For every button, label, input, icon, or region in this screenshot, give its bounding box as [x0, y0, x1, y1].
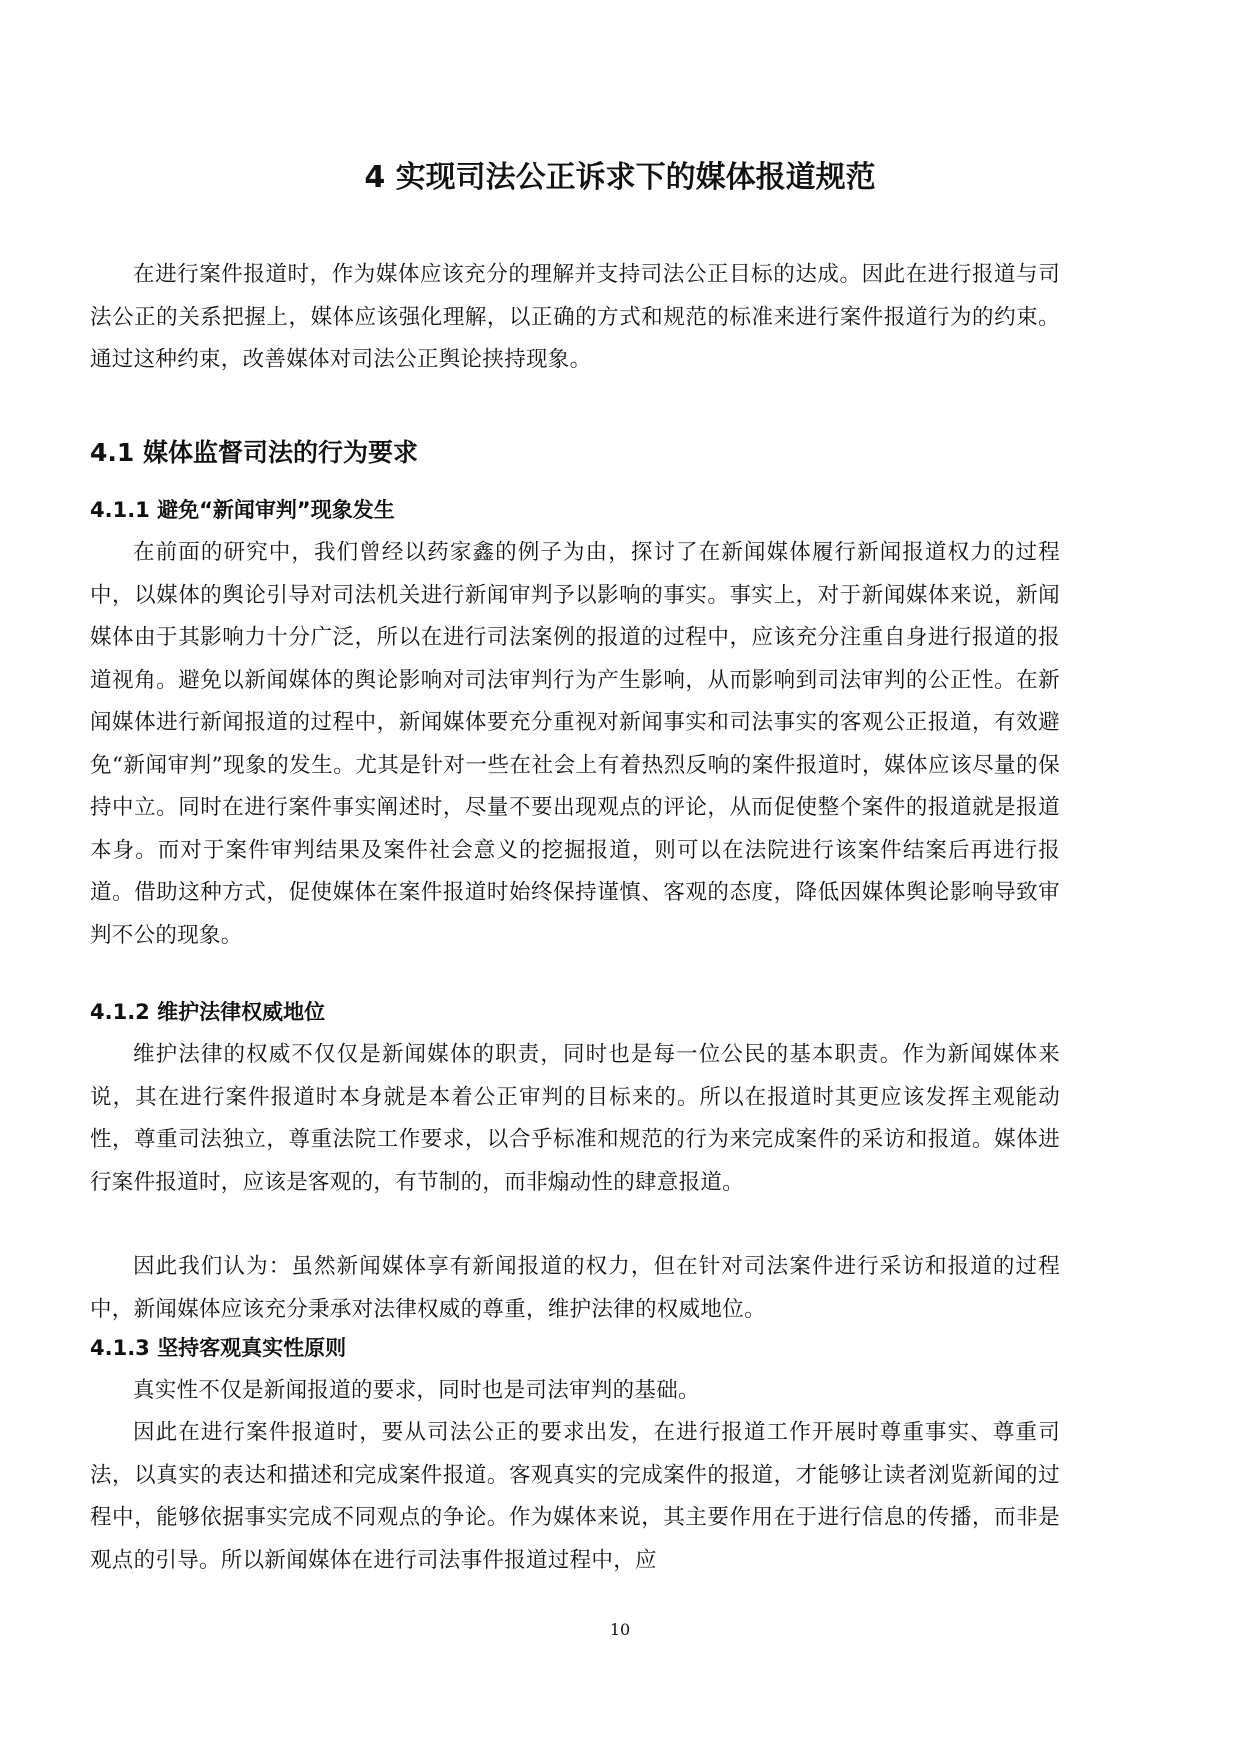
subsection-title-4-1-1: 4.1.1 避免“新闻审判”现象发生 — [90, 498, 395, 522]
subsection-title-4-1-3: 4.1.3 坚持客观真实性原则 — [90, 1336, 347, 1360]
page-number: 10 — [609, 1620, 631, 1639]
paragraph-4-1-2-a: 维护法律的权威不仅仅是新闻媒体的职责，同时也是每一位公民的基本职责。作为新闻媒体来说，其在进行案件报道时本身就是本着公正审判的目标来的。所以在报道时其更应该发挥主观能动性，尊重司法独立，尊重法院工作要求，以合乎标准和规范的行为来完成案件的采访和报道。媒体进行案件报道时，应该是客观的，有节制的，而非煽动性的肆意报道。 — [90, 1042, 1060, 1195]
section-title: 4.1 媒体监督司法的行为要求 — [90, 438, 418, 467]
paragraph-4-1-3-a: 真实性不仅是新闻报道的要求，同时也是司法审判的基础。 — [133, 1378, 700, 1403]
paragraph-4-1-3-b: 因此在进行案件报道时，要从司法公正的要求出发，在进行报道工作开展时尊重事实、尊重司法，以真实的表达和描述和完成案件报道。客观真实的完成案件的报道，才能够让读者浏览新闻的过程中，能够依据事实完成不同观点的争论。作为媒体来说，其主要作用在于进行信息的传播，而非是观点的引导。所以新闻媒体在进行司法事件报道过程中，应 — [90, 1420, 1060, 1573]
subsection-title-4-1-2: 4.1.2 维护法律权威地位 — [90, 1000, 326, 1024]
chapter-title: 4 实现司法公正诉求下的媒体报道规范 — [364, 160, 876, 195]
chapter-intro-paragraph: 在进行案件报道时，作为媒体应该充分的理解并支持司法公正目标的达成。因此在进行报道与司法公正的关系把握上，媒体应该强化理解，以正确的方式和规范的标准来进行案件报道行为的约束。通过这种约束，改善媒体对司法公正舆论挟持现象。 — [90, 262, 1060, 372]
paragraph-4-1-2-b: 因此我们认为：虽然新闻媒体享有新闻报道的权力，但在针对司法案件进行采访和报道的过程中，新闻媒体应该充分秉承对法律权威的尊重，维护法律的权威地位。 — [90, 1254, 1060, 1322]
paragraph-4-1-1-a: 在前面的研究中，我们曾经以药家鑫的例子为由，探讨了在新闻媒体履行新闻报道权力的过程中，以媒体的舆论引导对司法机关进行新闻审判予以影响的事实。事实上，对于新闻媒体来说，新闻媒体由于其影响力十分广泛，所以在进行司法案例的报道的过程中，应该充分注重自身进行报道的报道视角。避免以新闻媒体的舆论影响对司法审判行为产生影响，从而影响到司法审判的公正性。在新闻媒体进行新闻报道的过程中，新闻媒体要充分重视对新闻事实和司法事实的客观公正报道，有效避免“新闻审判”现象的发生。尤其是针对一些在社会上有着热烈反响的案件报道时，媒体应该尽量的保持中立。同时在进行案件事实阐述时，尽量不要出现观点的评论，从而促使整个案件的报道就是报道本身。而对于案件审判结果及案件社会意义的挖掘报道，则可以在法院进行该案件结案后再进行报道。借助这种方式，促使媒体在案件报道时始终保持谨慎、客观的态度，降低因媒体舆论影响导致审判不公的现象。 — [90, 540, 1060, 948]
